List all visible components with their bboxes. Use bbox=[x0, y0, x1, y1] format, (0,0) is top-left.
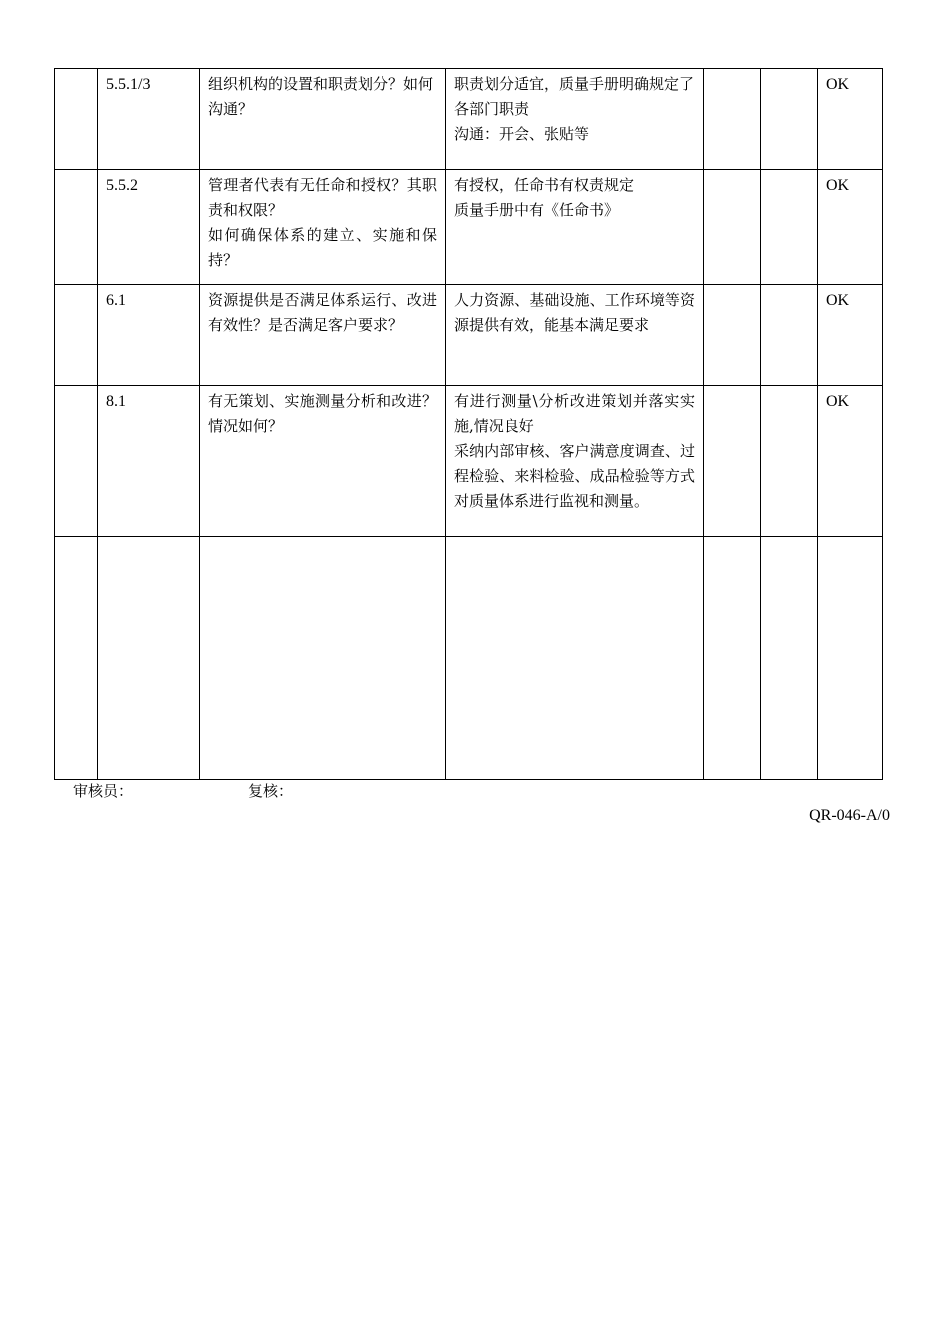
form-code: QR-046-A/0 bbox=[809, 807, 890, 824]
blank-cell bbox=[761, 285, 818, 386]
reviewer-label: 复核： bbox=[248, 782, 294, 800]
evidence-line: 人力资源、基础设施、工作环境等资源提供有效，能基本满足要求 bbox=[454, 291, 695, 334]
row-index-cell bbox=[55, 69, 98, 170]
blank-cell bbox=[761, 386, 818, 537]
blank-cell bbox=[704, 285, 761, 386]
table-row bbox=[55, 386, 883, 537]
blank-cell bbox=[98, 537, 200, 780]
blank-cell bbox=[704, 386, 761, 537]
question-cell bbox=[200, 170, 446, 285]
question-line: 有无策划、实施测量分析和改进？情况如何？ bbox=[208, 392, 437, 435]
evidence-line: 有进行测量\分析改进策划并落实实施,情况良好 bbox=[454, 392, 695, 435]
clause-cell: 8.1 bbox=[98, 386, 200, 537]
table-row bbox=[55, 285, 883, 386]
question-cell bbox=[200, 386, 446, 537]
evidence-line: 采纳内部审核、客户满意度调查、过程检验、来料检验、成品检验等方式对质量体系进行监视和测量。 bbox=[454, 442, 695, 510]
evidence-line: 沟通：开会、张贴等 bbox=[454, 125, 590, 143]
table-row-empty bbox=[55, 537, 883, 780]
audit-checklist-table bbox=[54, 68, 883, 780]
result-cell: OK bbox=[818, 386, 883, 537]
blank-cell bbox=[446, 537, 704, 780]
evidence-cell bbox=[446, 69, 704, 170]
evidence-line: 职责划分适宜，质量手册明确规定了各部门职责 bbox=[454, 75, 695, 118]
row-index-cell bbox=[55, 386, 98, 537]
blank-cell bbox=[704, 537, 761, 780]
question-cell bbox=[200, 285, 446, 386]
auditor-label: 审核员： bbox=[73, 782, 134, 800]
blank-cell bbox=[55, 537, 98, 780]
question-line: 组织机构的设置和职责划分？如何沟通？ bbox=[208, 75, 434, 118]
result-cell: OK bbox=[818, 285, 883, 386]
evidence-cell bbox=[446, 170, 704, 285]
table-row bbox=[55, 170, 883, 285]
blank-cell bbox=[818, 537, 883, 780]
evidence-cell bbox=[446, 285, 704, 386]
clause-cell: 5.5.2 bbox=[98, 170, 200, 285]
result-cell: OK bbox=[818, 170, 883, 285]
blank-cell bbox=[761, 69, 818, 170]
question-line: 资源提供是否满足体系运行、改进有效性？是否满足客户要求？ bbox=[208, 291, 437, 334]
evidence-cell bbox=[446, 386, 704, 537]
blank-cell bbox=[761, 537, 818, 780]
clause-cell: 6.1 bbox=[98, 285, 200, 386]
clause-cell: 5.5.1/3 bbox=[98, 69, 200, 170]
row-index-cell bbox=[55, 170, 98, 285]
blank-cell bbox=[761, 170, 818, 285]
blank-cell bbox=[200, 537, 446, 780]
row-index-cell bbox=[55, 285, 98, 386]
blank-cell bbox=[704, 170, 761, 285]
result-cell: OK bbox=[818, 69, 883, 170]
question-line: 如何确保体系的建立、实施和保持？ bbox=[208, 226, 437, 269]
blank-cell bbox=[704, 69, 761, 170]
evidence-line: 有授权，任命书有权责规定 bbox=[454, 176, 635, 194]
evidence-line: 质量手册中有《任命书》 bbox=[454, 201, 620, 219]
signature-footer bbox=[73, 780, 294, 802]
table-row bbox=[55, 69, 883, 170]
question-cell bbox=[200, 69, 446, 170]
question-line: 管理者代表有无任命和授权？其职责和权限？ bbox=[208, 176, 437, 219]
